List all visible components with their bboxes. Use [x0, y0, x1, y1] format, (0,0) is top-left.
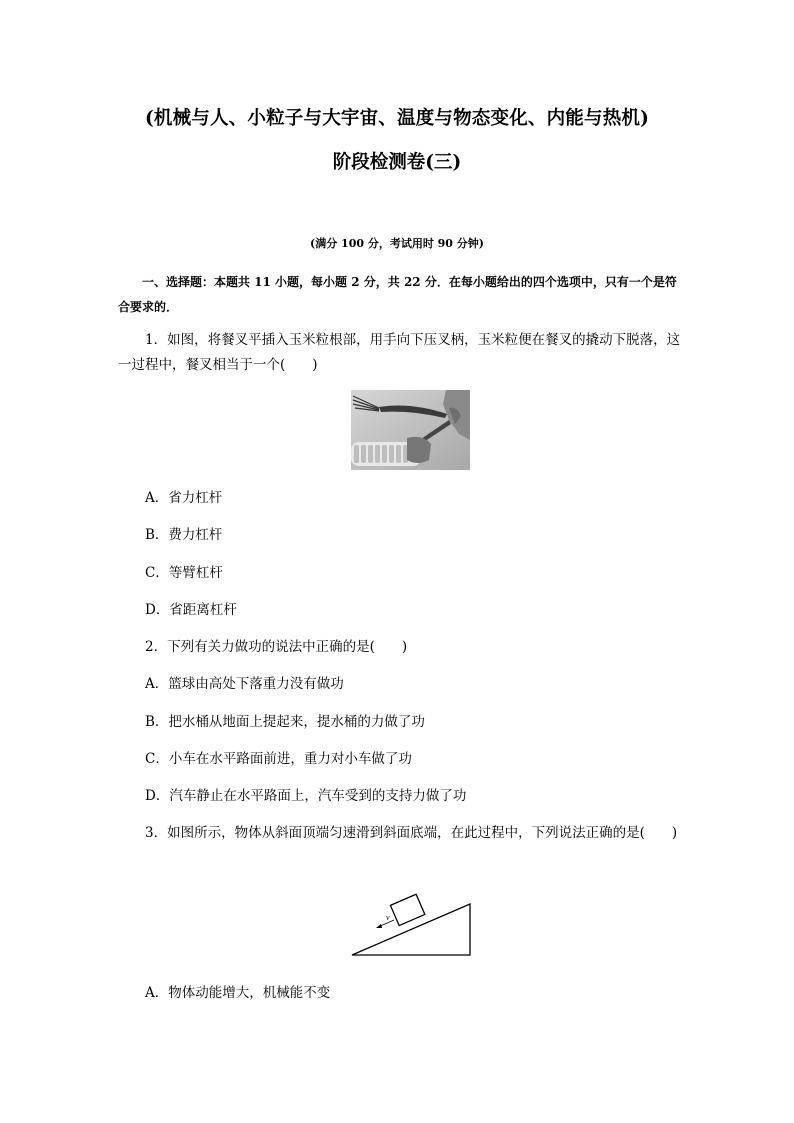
title-line-1: (机械与人、小粒子与大宇宙、温度与物态变化、内能与热机): [144, 108, 650, 129]
velocity-label: v: [386, 913, 390, 922]
section-heading: 一、选择题：本题共 11 小题，每小题 2 分，共 22 分．在每小题给出的四个选项中，只有一个是符合要求的．: [118, 275, 677, 314]
question-2-option-d: D．汽车静止在水平路面上，汽车受到的支持力做了功: [145, 788, 467, 804]
question-3-option-a: A．物体动能增大，机械能不变: [145, 985, 331, 1001]
question-1-option-d: D．省距离杠杆: [145, 602, 237, 618]
incline-block-diagram: [350, 890, 472, 958]
question-1-stem: 1．如图，将餐叉平插入玉米粒根部，用手向下压叉柄，玉米粒便在餐叉的撬动下脱落，这一过程中，餐叉相当于一个( ): [118, 332, 681, 373]
question-3-stem: 3．如图所示，物体从斜面顶端匀速滑到斜面底端，在此过程中，下列说法正确的是( ): [145, 825, 678, 841]
velocity-arrowhead: [376, 924, 382, 928]
title-line-2: 阶段检测卷(三): [332, 152, 462, 173]
question-2-option-a: A．篮球由高处下落重力没有做功: [145, 676, 344, 692]
question-1-option-a: A．省力杠杆: [145, 490, 223, 506]
question-1-option-c: C．等臂杠杆: [145, 565, 223, 581]
sliding-block: [390, 894, 424, 925]
question-2-stem: 2．下列有关力做功的说法中正确的是( ): [145, 639, 408, 655]
question-1-option-b: B．费力杠杆: [145, 527, 223, 543]
exam-meta: (满分 100 分，考试用时 90 分钟): [310, 237, 484, 250]
question-2-option-c: C．小车在水平路面前进，重力对小车做了功: [145, 751, 412, 767]
corn-fork-photo: [351, 390, 470, 470]
question-2-option-b: B．把水桶从地面上提起来，提水桶的力做了功: [145, 714, 425, 730]
